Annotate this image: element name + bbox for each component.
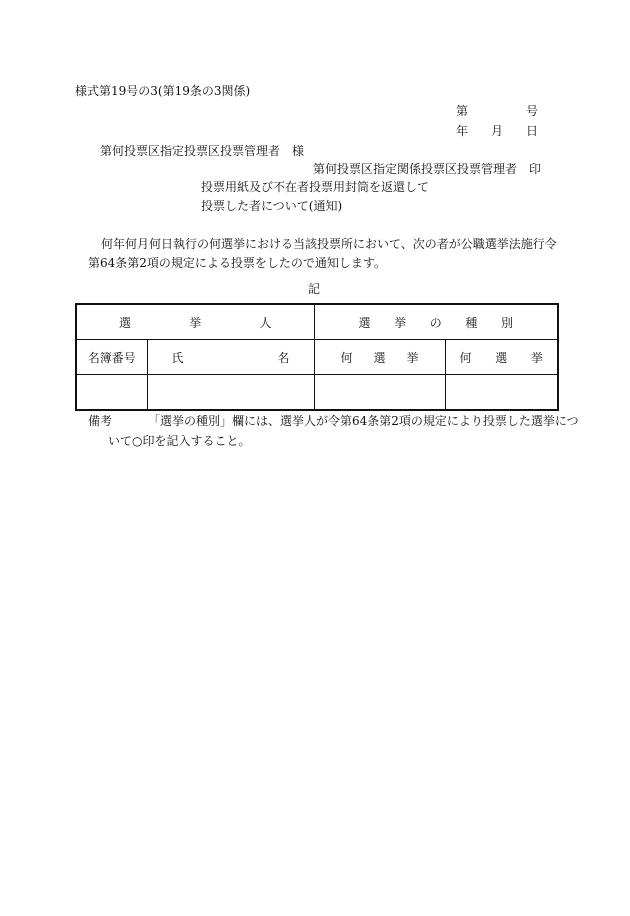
number-prefix: 第 [456, 104, 469, 118]
addressee: 第何投票区指定投票区投票管理者 様 [100, 144, 305, 158]
date-year: 年 [456, 124, 469, 138]
voter-char-1: 選 [119, 315, 132, 330]
election-type-header [314, 304, 558, 340]
election-b-header [445, 340, 558, 375]
election-b-cell [445, 375, 558, 411]
name-header [147, 340, 314, 375]
type-char-4: 種 [465, 315, 478, 330]
election-a-char-1: 何 [340, 350, 353, 365]
voter-table [75, 303, 559, 411]
remarks-line-1: 「選挙の種別」欄には、選挙人が令第64条第2項の規定により投票した選挙につ [148, 414, 579, 428]
type-char-5: 別 [501, 315, 514, 330]
date-line [456, 124, 538, 138]
election-b-char-3: 挙 [531, 350, 544, 365]
sender: 第何投票区指定関係投票区投票管理者 印 [313, 162, 542, 176]
type-char-1: 選 [358, 315, 371, 330]
type-char-2: 挙 [394, 315, 407, 330]
body-line-2: 第64条第2項の規定による投票をしたので通知します。 [88, 256, 386, 270]
election-a-cell [314, 375, 445, 411]
voter-char-3: 人 [259, 315, 272, 330]
body-line-1: 何年何月何日執行の何選挙における当該投票所において、次の者が公職選挙法施行令 [101, 237, 557, 251]
voter-header [76, 304, 314, 340]
election-b-char-1: 何 [459, 350, 472, 365]
table-entry-row [76, 375, 558, 411]
number-suffix: 号 [525, 104, 538, 118]
election-b-char-2: 選 [495, 350, 508, 365]
subject-line-1: 投票用紙及び不在者投票用封筒を返還して [201, 180, 430, 194]
roll-number-cell [76, 375, 147, 411]
voter-char-2: 挙 [189, 315, 202, 330]
ki-label: 記 [308, 282, 321, 296]
table-header-row-1 [76, 304, 558, 340]
type-char-3: の [429, 315, 442, 330]
name-char-1: 氏 [171, 350, 184, 365]
remarks-line-2: いて○印を記入すること。 [108, 434, 251, 448]
form-title: 様式第19号の3(第19条の3関係) [75, 84, 251, 98]
roll-number-header [76, 340, 147, 375]
election-a-header [314, 340, 445, 375]
date-day: 日 [525, 124, 538, 138]
name-char-2: 名 [277, 350, 290, 365]
remarks-label: 備考 [88, 414, 113, 428]
date-month: 月 [490, 124, 503, 138]
election-a-char-2: 選 [373, 350, 386, 365]
table-header-row-2 [76, 340, 558, 375]
election-a-char-3: 挙 [406, 350, 419, 365]
subject-line-2: 投票した者について(通知) [201, 199, 343, 213]
name-cell [147, 375, 314, 411]
roll-number-label: 名簿番号 [87, 350, 136, 365]
number-line [456, 104, 538, 118]
